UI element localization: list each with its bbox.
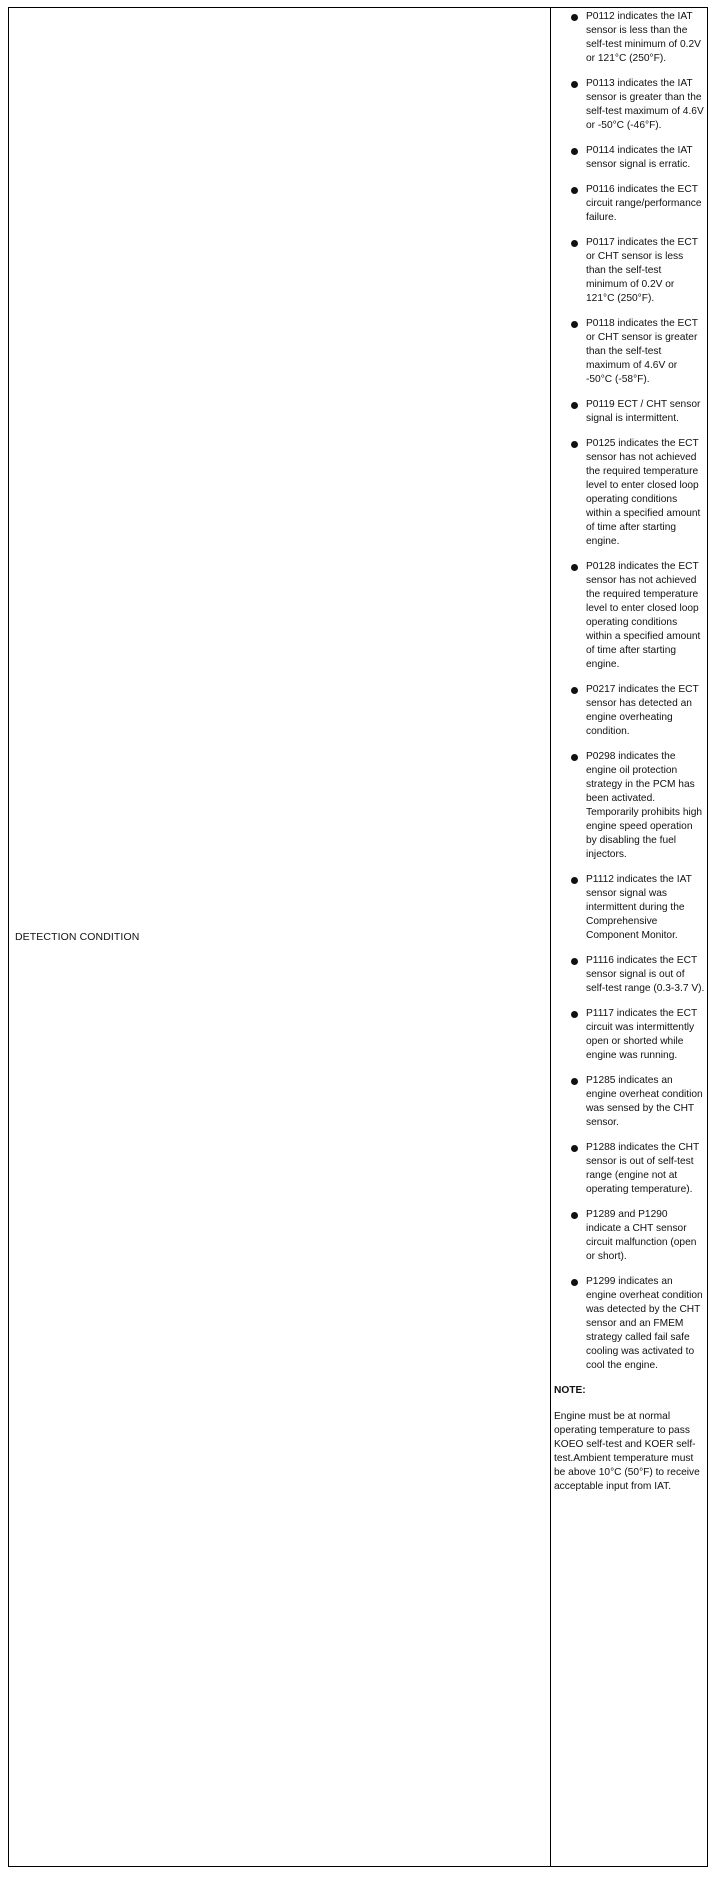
bullet-dot-icon — [571, 81, 578, 88]
bullet-dot-icon — [571, 754, 578, 761]
list-item-text: P0114 indicates the IAT sensor signal is erratic. — [586, 145, 693, 170]
list-item-text: P1299 indicates an engine overheat condition was detected by the CHT sensor and an FMEM strategy called fail safe cooling was activated to cool the engine. — [586, 1276, 703, 1371]
note-text: Engine must be at normal operating temperature to pass KOEO self-test and KOER self-test.Ambient temperature must be above 10°C (50°F) to receive acceptable input from IAT. — [554, 1411, 700, 1492]
label-cell — [9, 8, 551, 1867]
table-row — [9, 8, 708, 1867]
detection-condition-table — [8, 7, 708, 1867]
list-item — [551, 1141, 707, 1197]
list-item — [551, 77, 707, 133]
list-item-text: P0116 indicates the ECT circuit range/performance failure. — [586, 184, 702, 223]
bullet-dot-icon — [571, 687, 578, 694]
bullet-dot-icon — [571, 14, 578, 21]
list-item-text: P0119 ECT / CHT sensor signal is intermittent. — [586, 399, 701, 424]
list-item — [551, 1074, 707, 1130]
list-item-text: P0118 indicates the ECT or CHT sensor is greater than the self-test maximum of 4.6V or -50°C (-58°F). — [586, 318, 698, 385]
list-item-text: P1288 indicates the CHT sensor is out of self-test range (engine not at operating temperature). — [586, 1142, 700, 1195]
bullet-dot-icon — [571, 1011, 578, 1018]
content-cell — [551, 8, 708, 1867]
list-item — [551, 437, 707, 549]
bullet-dot-icon — [571, 958, 578, 965]
dtc-code-list — [551, 8, 707, 1373]
list-item-text: P1117 indicates the ECT circuit was intermittently open or shorted while engine was running. — [586, 1008, 697, 1061]
bullet-dot-icon — [571, 1145, 578, 1152]
bullet-dot-icon — [571, 187, 578, 194]
list-item — [551, 236, 707, 306]
list-item-text: P0298 indicates the engine oil protection strategy in the PCM has been activated. Temporarily prohibits high engine speed operation by disabling the fuel injectors. — [586, 751, 703, 860]
bullet-dot-icon — [571, 240, 578, 247]
list-item-text: P0217 indicates the ECT sensor has detected an engine overheating condition. — [586, 684, 699, 737]
list-item — [551, 1275, 707, 1373]
row-label: DETECTION CONDITION — [15, 931, 140, 943]
bullet-dot-icon — [571, 564, 578, 571]
note-title: NOTE: — [554, 1385, 586, 1396]
list-item — [551, 750, 707, 862]
list-item — [551, 144, 707, 172]
bullet-dot-icon — [571, 1212, 578, 1219]
list-item-text: P0112 indicates the IAT sensor is less than the self-test minimum of 0.2V or 121°C (250°F). — [586, 11, 701, 64]
bullet-dot-icon — [571, 1279, 578, 1286]
list-item-text: P0128 indicates the ECT sensor has not achieved the required temperature level to enter closed loop operating conditions within a specified amount of time after starting engine. — [586, 561, 701, 670]
list-item-text: P1116 indicates the ECT sensor signal is out of self-test range (0.3-3.7 V). — [586, 955, 705, 994]
bullet-dot-icon — [571, 402, 578, 409]
list-item — [551, 560, 707, 672]
list-item — [551, 1208, 707, 1264]
bullet-dot-icon — [571, 321, 578, 328]
list-item-text: P0117 indicates the ECT or CHT sensor is less than the self-test minimum of 0.2V or 121°C (250°F). — [586, 237, 698, 304]
list-item-text: P1112 indicates the IAT sensor signal was intermittent during the Comprehensive Component Monitor. — [586, 874, 692, 941]
list-item — [551, 873, 707, 943]
list-item — [551, 317, 707, 387]
list-item-text: P1285 indicates an engine overheat condition was sensed by the CHT sensor. — [586, 1075, 703, 1128]
list-item — [551, 398, 707, 426]
list-item-text: P0113 indicates the IAT sensor is greater than the self-test maximum of 4.6V or -50°C (-46°F). — [586, 78, 704, 131]
bullet-dot-icon — [571, 1078, 578, 1085]
list-item — [551, 1007, 707, 1063]
bullet-dot-icon — [571, 441, 578, 448]
bullet-dot-icon — [571, 877, 578, 884]
list-item — [551, 183, 707, 225]
list-item — [551, 10, 707, 66]
list-item — [551, 954, 707, 996]
bullet-dot-icon — [571, 148, 578, 155]
list-item-text: P1289 and P1290 indicate a CHT sensor circuit malfunction (open or short). — [586, 1209, 697, 1262]
list-item-text: P0125 indicates the ECT sensor has not achieved the required temperature level to enter closed loop operating conditions within a specified amount of time after starting engine. — [586, 438, 701, 547]
list-item — [551, 683, 707, 739]
